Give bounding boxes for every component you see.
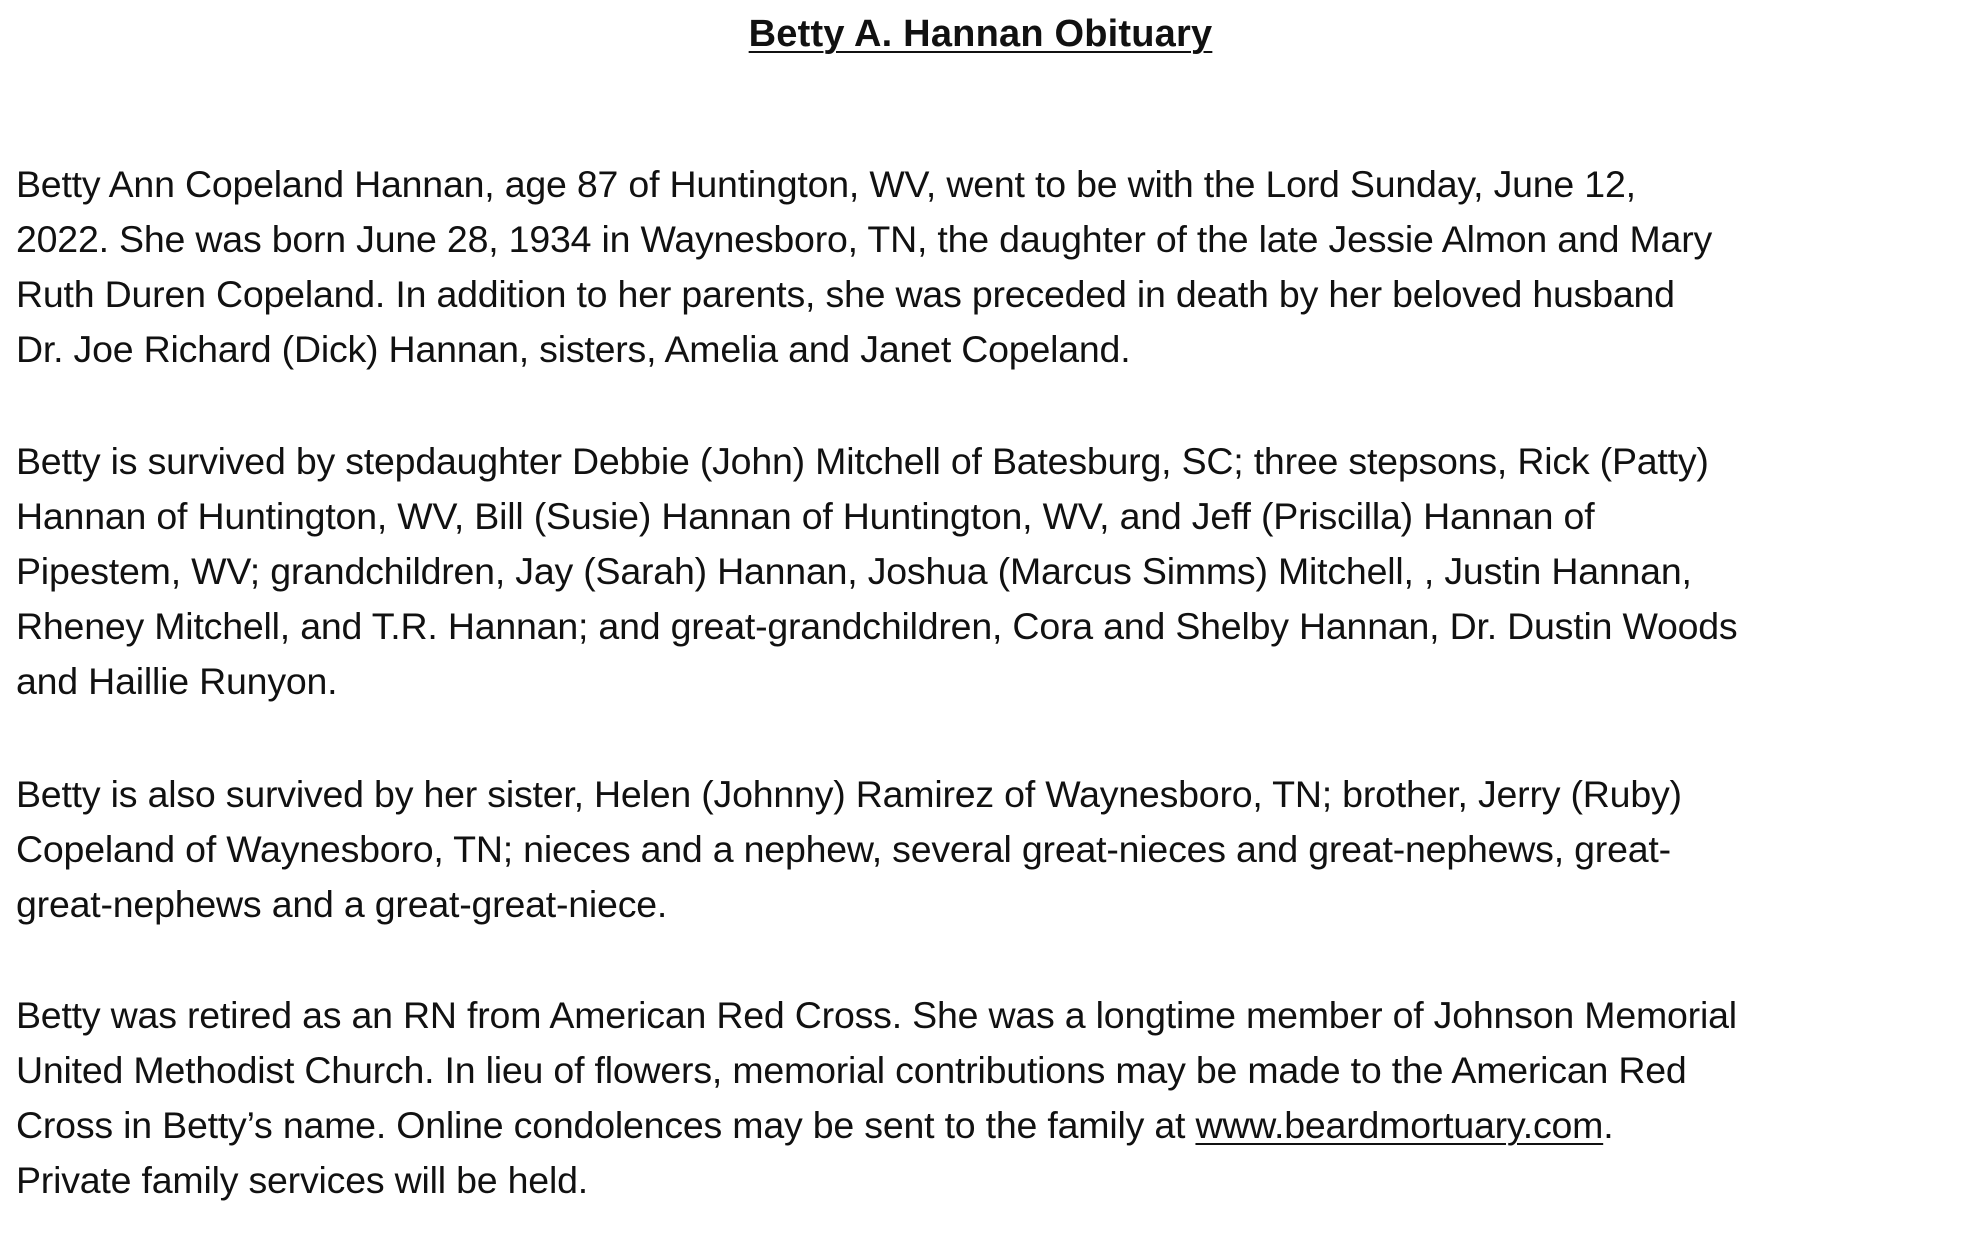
paragraph-other-survivors (16, 767, 1951, 932)
text-line: Hannan of Huntington, WV, Bill (Susie) Hannan of Huntington, WV, and Jeff (Priscilla) Hannan of (16, 495, 1595, 537)
document-title (0, 8, 1961, 60)
paragraph-survivors (16, 434, 1951, 709)
text-line: and Haillie Runyon. (16, 660, 338, 702)
text-line: 2022. She was born June 28, 1934 in Waynesboro, TN, the daughter of the late Jessie Almon and Mary (16, 218, 1713, 260)
mortuary-website-link[interactable]: www.beardmortuary.com (1195, 1104, 1604, 1146)
text-line: Betty is also survived by her sister, Helen (Johnny) Ramirez of Waynesboro, TN; brother, Jerry (Ruby) (16, 773, 1682, 815)
paragraph-career-and-services (16, 988, 1951, 1208)
text-line: Betty Ann Copeland Hannan, age 87 of Huntington, WV, went to be with the Lord Sunday, June 12, (16, 163, 1636, 205)
text-line: Dr. Joe Richard (Dick) Hannan, sisters, Amelia and Janet Copeland. (16, 328, 1131, 370)
text-line: Private family services will be held. (16, 1159, 588, 1201)
document-title-text: Betty A. Hannan Obituary (748, 13, 1213, 55)
text-line-with-link (16, 1098, 1951, 1153)
text-line: Ruth Duren Copeland. In addition to her parents, she was preceded in death by her beloved husband (16, 273, 1675, 315)
text-line: Pipestem, WV; grandchildren, Jay (Sarah) Hannan, Joshua (Marcus Simms) Mitchell, , Justin Hannan, (16, 550, 1692, 592)
condolences-text: Cross in Betty’s name. Online condolences may be sent to the family at (16, 1104, 1196, 1146)
text-line: United Methodist Church. In lieu of flowers, memorial contributions may be made to the American Red (16, 1049, 1687, 1091)
sentence-period: . (1603, 1104, 1614, 1146)
text-line: Betty was retired as an RN from American Red Cross. She was a longtime member of Johnson Memorial (16, 994, 1737, 1036)
text-line: Copeland of Waynesboro, TN; nieces and a nephew, several great-nieces and great-nephews, great- (16, 828, 1671, 870)
text-line: Betty is survived by stepdaughter Debbie (John) Mitchell of Batesburg, SC; three stepsons, Rick (Patty) (16, 440, 1709, 482)
text-line: great-nephews and a great-great-niece. (16, 883, 668, 925)
paragraph-death-notice (16, 157, 1951, 377)
text-line: Rheney Mitchell, and T.R. Hannan; and great-grandchildren, Cora and Shelby Hannan, Dr. Dustin Woods (16, 605, 1738, 647)
